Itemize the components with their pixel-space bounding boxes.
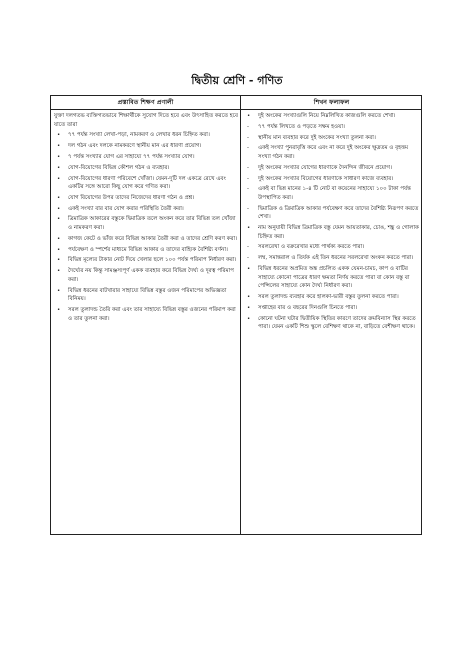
teaching-method-item bbox=[54, 131, 238, 140]
bullet-marker: - bbox=[247, 145, 249, 152]
header-teaching-method: প্রস্তাবিত শিক্ষণ প্রণালী bbox=[117, 99, 174, 106]
bullet-marker: • bbox=[247, 225, 251, 232]
bullet-marker: • bbox=[247, 315, 251, 322]
teaching-method-item-text: কাগজ কেটে ও ভাঁজ করে বিভিন্ন আকার তৈরী করা ও তাদের শ্রেণি করণ করা। bbox=[68, 235, 238, 242]
learning-outcome-item bbox=[244, 293, 420, 302]
learning-outcome-item bbox=[244, 254, 420, 263]
learning-outcome-item bbox=[244, 304, 420, 313]
learning-outcome-item-text: দ্বিমাত্রিক ও ত্রিমাত্রিক আকার পর্যবেক্ষণ করে তাদের বৈশিষ্ট্য নিরূপণ করতে শেখা। bbox=[258, 205, 419, 221]
learning-outcome-item bbox=[244, 224, 420, 241]
bullet-marker: • bbox=[57, 194, 61, 201]
teaching-method-item bbox=[54, 246, 238, 255]
bullet-marker: • bbox=[57, 175, 61, 182]
teaching-method-item-text: দৈর্ঘ্যের নয় কিন্তু সামঞ্জস্যপূর্ণ একক ব্যবহার করে বিভিন্ন দৈর্ঘ্য ও দূরত্ব পরিমাপ করা। bbox=[68, 268, 234, 283]
bullet-marker: - bbox=[247, 134, 249, 141]
bullet-marker: • bbox=[57, 205, 61, 212]
bullet-marker: • bbox=[57, 216, 61, 223]
header-learning-outcome: শিখন ফলাফল bbox=[313, 99, 350, 106]
teaching-method-item bbox=[54, 164, 238, 173]
teaching-method-item-text: ৭ পর্যন্ত সংখ্যার যোগ এর সাহায্যে ৭৭ পর্যন্ত সংখ্যার যোগ। bbox=[68, 153, 195, 160]
bullet-marker: - bbox=[247, 244, 249, 251]
learning-outcome-item bbox=[244, 315, 420, 332]
bullet-marker: • bbox=[57, 306, 61, 313]
teaching-method-item-text: ৭৭ পর্যন্ত সংখ্যা লেখা-পড়া, নামকরণ ও লেখার ধরন চিহ্নিত করা। bbox=[68, 132, 210, 139]
bullet-marker: - bbox=[247, 123, 249, 130]
teaching-method-item-text: সরল তুলাদন্ড তৈরি করা এবং তার সাহায্যে বিভিন্ন বস্তুর ওজনের পরিমাপ করা ও তার তুলনা করা। bbox=[68, 306, 236, 322]
teaching-method-item-text: দল গঠন এবং দলকে নামকরণে স্থানীয় মান এর ধারণা প্রয়োগ। bbox=[68, 143, 202, 150]
teaching-method-item bbox=[54, 153, 238, 162]
learning-outcome-column bbox=[244, 112, 420, 334]
teaching-method-item-text: একই সংখ্যা বার বার যোগ করার পরিস্থিতি তৈরী করা। bbox=[68, 205, 184, 212]
learning-outcome-item bbox=[244, 205, 420, 222]
bullet-marker: • bbox=[57, 143, 61, 150]
bullet-marker: • bbox=[57, 164, 61, 171]
learning-outcome-item-text: দুই অংকের সংখ্যাগুলি নিয়ে নিম্নলিখিত কাজগুলি করতে শেখা। bbox=[258, 113, 396, 119]
learning-outcome-item bbox=[244, 175, 420, 184]
learning-outcome-item-text: লম্ব, সমান্তরাল ও তির্যক এই তিন ধরনের সরলরেখা অংকন করতে পারা। bbox=[258, 255, 414, 262]
learning-outcome-item-text: সপ্তাহের বার ও বছরের দিনগুলি চিনতে পারা। bbox=[258, 304, 358, 311]
teaching-method-item bbox=[54, 267, 238, 284]
teaching-method-intro: যুক্তা দলগতভ ব্যক্তিগতভাবে শিক্ষার্থীকে সুযোগ দিতে হবে এবং উৎসাহিত করতে হবে যাতে তারা bbox=[54, 113, 238, 128]
bullet-marker: - bbox=[247, 205, 249, 212]
learning-outcome-item bbox=[244, 144, 420, 161]
header-divider bbox=[51, 109, 421, 110]
teaching-method-item-text: বিভিন্ন ধরনের বাটখারার সাহায্যে বিভিন্ন বস্তুর ওজন পরিমাপের অভিজ্ঞতা বিনিময়। bbox=[68, 287, 227, 303]
bullet-marker: - bbox=[247, 186, 249, 193]
bullet-marker: • bbox=[57, 246, 61, 253]
learning-outcome-item-text: একই সংখ্যা পুনরাবৃত্তি করে এবং না করে দুই অংকের ক্ষুদ্রতম ও বৃহত্তম সংখ্যা গঠন করা। bbox=[258, 145, 409, 160]
bullet-marker: • bbox=[57, 235, 61, 242]
page-title: দ্বিতীয় শ্রেণি - গণিত bbox=[191, 74, 283, 87]
learning-outcome-item-text: সরল তুলাদন্ড ব্যবহার করে হালকা-ভারী বস্তুর তুলনা করতে পারা। bbox=[258, 293, 399, 300]
bullet-marker: - bbox=[247, 164, 249, 171]
bullet-marker: • bbox=[57, 268, 61, 275]
teaching-method-item-text: ত্রিমাত্রিক আকারের বস্তুকে দ্বিমাত্রিক তলে অংকন করে তার বিভিন্ন তল খোঁজা ও নামকরণ করা। bbox=[68, 216, 236, 232]
teaching-method-item-text: বিভিন্ন মূল্যের টাকার নোট দিয়ে খেলার ছলে ১০০ পর্যন্ত পরিমাপ নির্ধারণ করা। bbox=[68, 257, 237, 264]
learning-outcome-item-text: কোনো ঘটনা ঘটার দ্বিতীয়িক স্থিতির কারণে তাদের ক্রমবিন্যাস স্থির করতে পারা। যেমন একটি শিশু স্কুলে বেশিক্ষণ থাকে না, বাড়িতে বেশীক্ষণ থাকে। bbox=[258, 315, 416, 331]
bullet-marker: • bbox=[57, 132, 61, 139]
learning-outcome-item-text: ৭৭ পর্যন্ত লিখতে ও পড়তে সক্ষম হওয়া। bbox=[258, 123, 345, 130]
learning-outcome-item-text: দুই অংকের সংখ্যার যোগের ধারণাকে দৈনন্দিন জীবনে প্রয়োগ। bbox=[258, 164, 392, 171]
learning-outcome-item-text: সরলরেখা ও বক্ররেখার মধ্যে পার্থক্য করতে পারা। bbox=[258, 244, 365, 251]
teaching-method-item-text: যোগ বিয়োগের উপর তাদের নিজেদের ধারণা গঠন ও প্রশ্ন। bbox=[68, 194, 195, 201]
teaching-method-item bbox=[54, 306, 238, 323]
bullet-marker: - bbox=[247, 175, 249, 182]
teaching-method-item-text: পর্যবেক্ষণ ও স্পর্শের মাধ্যমে বিভিন্ন আকার ও তাদের বাহ্যিক বৈশিষ্ট্য বর্ণনা। bbox=[68, 246, 228, 253]
learning-outcome-item bbox=[244, 112, 420, 121]
learning-outcome-item-text: দুই অংকের সংখ্যার বিয়োগের ধারণাকে সাধারণ কাজে ব্যবহার। bbox=[258, 175, 394, 182]
bullet-marker: • bbox=[57, 287, 61, 294]
learning-outcome-item-text: বিভিন্ন ধরনের অপ্রমিত অঙ্ক প্রচলিত একক যেমন-চামচ, কাপ ও বাটির সাহায্যে কোনো পাত্রের ধারণ ক্ষমতা নির্ণয় করতে পারা বা কোন বস্তু বা পেন্সিলের সাহায্যে কোন দৈর্ঘ্য নির্ধারণ করা। bbox=[258, 265, 410, 290]
bullet-marker: • bbox=[247, 304, 251, 311]
teaching-method-item-text: যোগ-বিয়োগের ধারণা পরিবেশে খোঁজা। যেমন-দুটি দল একত্রে রেখে এবং একটির সঙ্গে আরো কিছু যোগ করে গণিত করা। bbox=[68, 175, 226, 191]
teaching-method-list bbox=[54, 131, 238, 323]
learning-outcome-item-text: নাম অনুযায়ী বিভিন্ন ত্রিমাত্রিক বস্তু যেমন আয়তাকার, চোঙ, শঙ্কু ও গোলাক চিহ্নিত করা। bbox=[258, 225, 419, 240]
learning-outcome-item bbox=[244, 134, 420, 143]
learning-outcome-item bbox=[244, 243, 420, 252]
teaching-method-item bbox=[54, 142, 238, 151]
bullet-marker: • bbox=[57, 153, 61, 160]
bullet-marker: - bbox=[247, 255, 249, 262]
learning-outcome-item-text: স্থানীয় মান ব্যবহার করে দুই অংকের সংখ্যা তুলনা করা। bbox=[258, 134, 376, 141]
learning-outcome-item bbox=[244, 265, 420, 291]
learning-outcome-list bbox=[244, 112, 420, 332]
learning-outcome-item-text: একই বা ভিন্ন মানের ১-৪ টি নোট বা কয়েনের সাহায্যে ১০০ টাকা পর্যন্ত উপস্থাপিত করা। bbox=[258, 186, 411, 201]
teaching-method-item bbox=[54, 194, 238, 203]
teaching-method-item bbox=[54, 205, 238, 214]
learning-outcome-item bbox=[244, 185, 420, 202]
teaching-method-column bbox=[54, 112, 238, 325]
teaching-method-item-text: যোগ-বিয়োগের বিভিন্ন কৌশল গঠন ও ব্যবহার। bbox=[68, 164, 170, 171]
bullet-marker: • bbox=[247, 113, 251, 119]
bullet-marker: • bbox=[57, 257, 61, 264]
column-divider bbox=[240, 96, 241, 534]
learning-outcome-item bbox=[244, 164, 420, 173]
teaching-method-item bbox=[54, 215, 238, 232]
learning-outcome-item bbox=[244, 123, 420, 132]
teaching-method-item bbox=[54, 256, 238, 265]
bullet-marker: • bbox=[247, 293, 251, 300]
curriculum-table bbox=[50, 95, 422, 535]
teaching-method-item bbox=[54, 287, 238, 304]
teaching-method-item bbox=[54, 175, 238, 192]
teaching-method-item bbox=[54, 235, 238, 244]
bullet-marker: • bbox=[247, 265, 251, 272]
